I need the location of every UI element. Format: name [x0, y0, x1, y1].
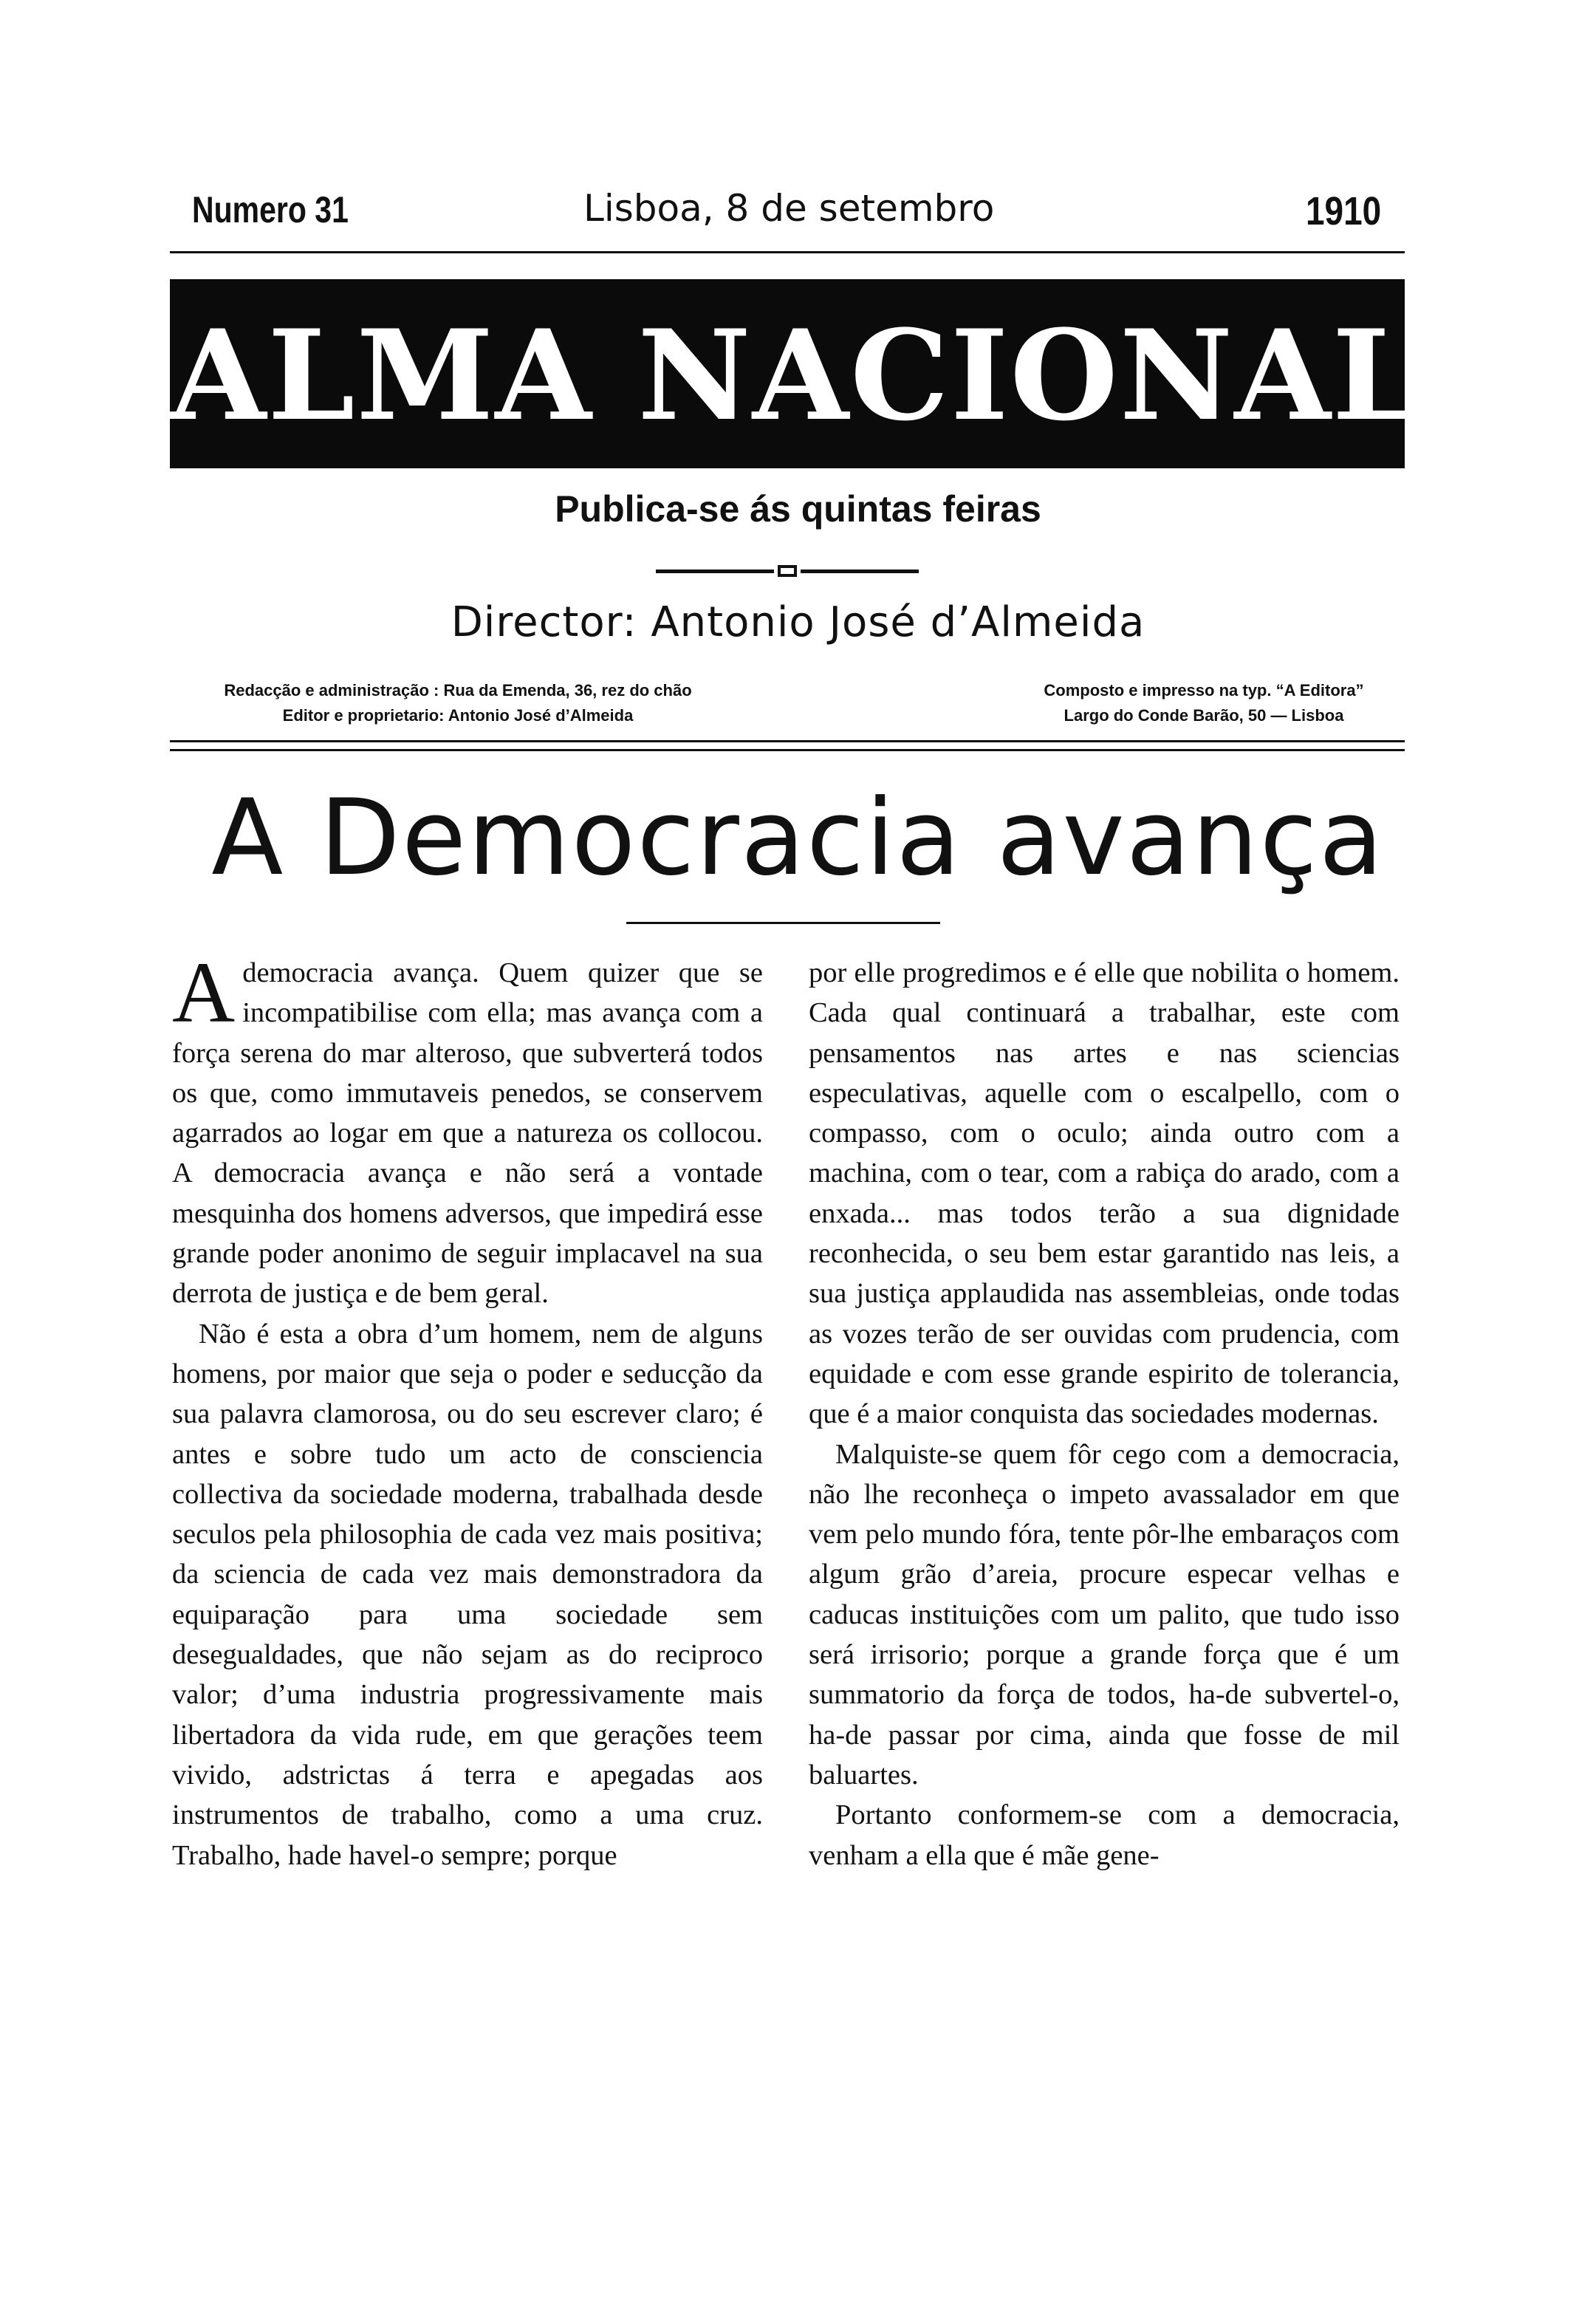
imprint-address: Redacção e administração : Rua da Emenda, 36, rez do chão [224, 681, 692, 700]
imprint-printer-address: Largo do Conde Barão, 50 — Lisboa [1064, 706, 1344, 725]
masthead-banner [170, 279, 1421, 468]
imprint-rule-upper [170, 740, 1405, 742]
paragraph: por elle progredimos e é elle que nobilita o homem. Cada qual continuará a trabalhar, este com pensamentos nas artes e nas sciencias especulativas, aquelle com o escalpello, com o compasso, com o oculo; ainda outro com a machina, com o tear, com a rabiça do arado, com a enxada... mas todos terão a sua dignidade reconhecida, o seu bem estar garantido nas leis, a sua justiça applaudida nas assembleias, onde todas as vozes terão de ser ouvidas com prudencia, com equidade e com esse grande espirito de tolerancia, que é a maior conquista das sociedades modernas. [809, 957, 1400, 1430]
paragraph: Não é esta a obra d’um homem, nem de alguns homens, por maior que seja o poder e seducção da sua palavra clamorosa, ou do seu escrever claro; é antes e sobre tudo um acto de consciencia collectiva da sociedade moderna, trabalhada desde seculos pela philosophia de cada vez mais positiva; da sciencia de cada vez mais demonstradora da equiparação para uma sociedade sem desegualdades, que não sejam as do reciproco valor; d’uma industria progressivamente mais libertadora da vida rude, em que gerações teem vivido, adstrictas á terra e apegadas aos instrumentos de trabalho, como a uma cruz. Trabalho, hade havel-o sempre; porque [172, 1318, 763, 1871]
imprint-printer [960, 678, 1448, 728]
header-rule [170, 251, 1405, 253]
drop-cap: A [172, 944, 236, 1041]
paragraph: Portanto conformem-se com a democracia, venham a ella que é mãe gene- [809, 1799, 1400, 1871]
place-date: Lisboa, 8 de setembro [583, 187, 995, 230]
imprint-rule-lower [170, 749, 1405, 751]
issue-year: 1910 [1305, 189, 1381, 233]
ornament-divider [656, 565, 919, 577]
issue-header [170, 188, 1396, 247]
imprint-typography: Composto e impresso na typ. “A Editora” [1044, 681, 1364, 700]
imprint-editor: Editor e proprietario: Antonio José d’Almeida [282, 706, 634, 725]
paragraph: Malquiste-se quem fôr cego com a democracia, não lhe reconheça o impeto avassalador em que vem pelo mundo fóra, tente pôr-lhe embaraços com algum grão d’areia, procure especar velhas e caducas instituições com um palito, que tudo isso será irrisorio; porque a grande força que é um summatorio da força de todos, ha-de subvertel-o, ha-de passar por cima, ainda que fosse de mil baluartes. [809, 1438, 1400, 1791]
paragraph: Ademocracia avança. Quem quizer que se incompatibilise com ella; mas avança com a força serena do mar alteroso, que subverterá todos os que, como immutaveis penedos, se conservem agarrados ao logar em que a natureza os collocou. A democracia avança e não será a vontade mesquinha dos homens adversos, que impedirá esse grande poder anonimo de seguir implacavel na sua derrota de justiça e de bem geral. [172, 944, 763, 1310]
headline-rule [626, 922, 940, 924]
imprint-editorial [177, 678, 739, 728]
article-column-left [172, 944, 763, 1875]
issue-number: Numero 31 [192, 189, 349, 230]
article-headline: A Democracia avança [211, 777, 1385, 899]
director-line: Director: Antonio José d’Almeida [451, 598, 1145, 646]
article-column-right [809, 953, 1400, 1875]
publication-frequency: Publica-se ás quintas feiras [555, 488, 1041, 530]
masthead-title: ALMA NACIONAL [170, 302, 1421, 448]
